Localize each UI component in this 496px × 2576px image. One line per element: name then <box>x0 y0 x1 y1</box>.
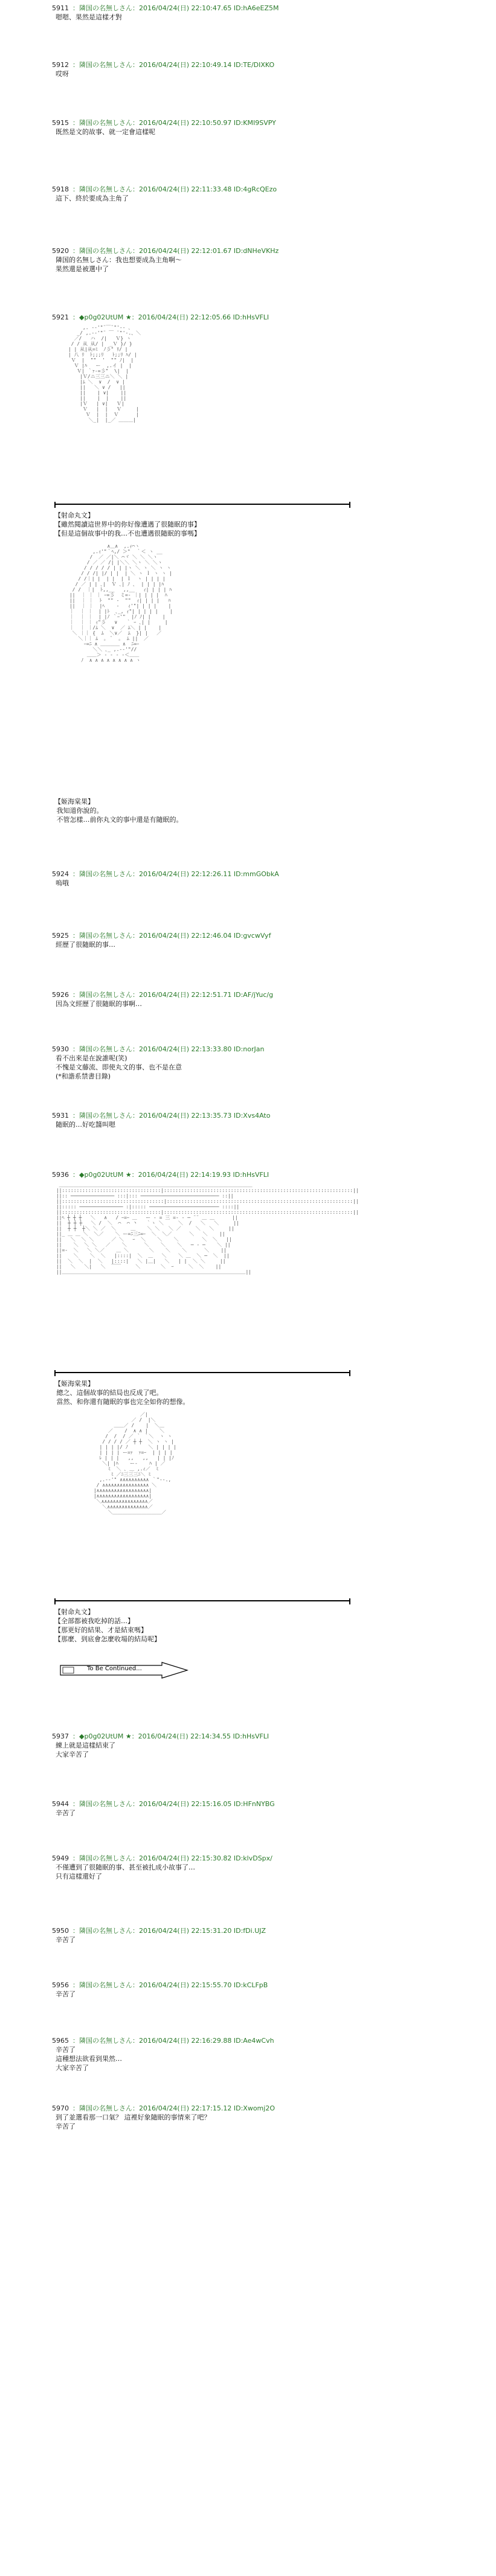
ascii-art-3: ＿＿＿＿＿＿＿＿＿＿＿＿＿＿＿＿＿＿＿＿＿＿＿＿＿＿＿＿＿＿＿＿＿＿＿＿＿＿＿＿ ||::::::::::::::::::::::::::::::::::|:::::::::::::::::::::::::::::::::::::::::::::::::::::::::::::::::|| ||:: ─────────────── :::|::: ─────────────────────────── ::|| ||:::::::::::::::::::::::::::::::::::|::::::::::::::::::::::::::::::::::::::::::::::::::::::::::::::::|| ||::::: ─────────────── :|::::: ──────────────────────── ::::|| ||::::::::::::::::::::::::::::::::::|:::::::::::::::::::::::::::::::::::::::::::::::::::::::::::::::::|| ||ﾍ ┼ ┼ ┼ ＼ ∧ / ｰ=ｰ ＿ ー ‐ = 三 =‐ ‐ ─ ¨¨ ＿ ＿ || || ┼ ┼ ┼ ＼ / ＼ ⌒ ⌒ 丶 ｀ヽ ＼ ＼ / ＼ ＼ || || ┼ ┼ ┼＼ ＼ ／ ＼ ＿ ＼ ＼ ＼ ／ ＼ ＼ || ||_ ＿ ＿ ＼ ＼／ ＼ ー=ﾆ三ﾆ=ｰ ＼ ＼／ ＼ ＼ || || ＼ ＼ ＼ ／ ＼ ｰ ＼ ＼ ＼ ＼ ＼ || || ＼ ＼ ＼ ／ ＼ ＼ ＼ ＼ ─ ‐ ─ ＼ || ||=‐ ＼ ＼ ＼／ ＿ ＼ ＼ ＼ ＼ ＼ || || ＼ ＼ ＼ |::::| ＼ ＿ ＼ ＼ ＿ ＼ ─ ＼ || || ＼ ＼ | ＼ |::::| ＼ |＿| ＼ | | ＼ ＼ || || ＼ ＼| ＼ ￣￣ ＼ ＼ ｰ ＼ ＼ || ||＿＿＿＿＿＿＿＿＿＿＿＿＿＿＿＿＿＿＿＿＿＿＿＿＿＿＿＿＿＿＿＿＿＿＿＿＿＿|| <box>56 1182 359 1275</box>
post-body: 隣国的名無しさん：我也想要成為主角啊～ 果然還是被選中了 <box>56 256 182 273</box>
post-header: ：隣国の名無しさん：2016/04/24(日) 22:15:55.70 ID:kCLFpB <box>72 1981 268 1989</box>
post-header: ：◆p0g02UtUM ★：2016/04/24(日) 22:14:34.55 ID:hHsVFLI <box>72 1732 269 1740</box>
post-body: 既然是文的故事、就一定會這樣呢 <box>56 128 155 136</box>
post-number: 5926 <box>52 991 69 999</box>
post-body: 辛苦了 這種想法欲看到果然… 大家辛苦了 <box>56 2046 122 2072</box>
post-header: ：隣国の名無しさん：2016/04/24(日) 22:15:30.82 ID:klvDSpx/ <box>72 1854 272 1862</box>
post-header: ：隣国の名無しさん：2016/04/24(日) 22:10:50.97 ID:KMI9SVPY <box>72 119 276 127</box>
post-body: 這下、終於要成為主角了 <box>56 194 129 202</box>
post-body: 隨眠的…好吃醬叫嗯 <box>56 1121 115 1129</box>
divider-rule <box>54 504 350 505</box>
post-5915 <box>52 118 475 136</box>
post-header: ：◆p0g02UtUM ★：2016/04/24(日) 22:14:19.93 ID:hHsVFLI <box>72 1171 269 1179</box>
post-header: ：隣国の名無しさん：2016/04/24(日) 22:16:29.88 ID:Ae4wCvh <box>72 2037 274 2045</box>
post-5912 <box>52 60 475 78</box>
post-number: 5915 <box>52 119 69 127</box>
caption-aya-1: 【射命丸文】 【雖然閱讀這世界中的你好像遭遇了很隨眠的事】 【但是這個故事中的我…不也遭遇很隨眠的事嗎】 <box>54 511 201 537</box>
post-number: 5912 <box>52 61 69 69</box>
post-body: 練上就是這樣結束了 大家辛苦了 <box>56 1741 115 1758</box>
post-5926 <box>52 990 475 1008</box>
to-be-continued-label: To Be Continued... <box>87 1665 142 1672</box>
post-header: ：隣国の名無しさん：2016/04/24(日) 22:10:47.65 ID:hA6eEZ5M <box>72 4 279 12</box>
divider-rule <box>54 1372 350 1373</box>
post-body: 到了並選看那一口氣？ 這裡好象隨眠的事情來了吧？ 辛苦了 <box>56 2113 211 2130</box>
divider-rule <box>54 1600 350 1601</box>
post-header: ：隣国の名無しさん：2016/04/24(日) 22:15:16.05 ID:HFnNYBG <box>72 1800 275 1808</box>
post-body: 辛苦了 <box>56 1809 76 1817</box>
post-number: 5930 <box>52 1045 69 1053</box>
post-5944 <box>52 1799 475 1818</box>
post-number: 5924 <box>52 870 69 878</box>
post-5924 <box>52 870 475 888</box>
post-number: 5937 <box>52 1732 69 1740</box>
caption-hatate-2: 【姬海棠果】 總之、這個故事的結局也反成了吧。 當然、和你還有隨眠的事也完全如你的想像。 <box>54 1380 190 1406</box>
to-be-continued-arrow <box>59 1662 180 1677</box>
post-header: ：隣国の名無しさん：2016/04/24(日) 22:12:46.04 ID:gvcwVyf <box>72 932 271 940</box>
post-body: 看不出來是在說誰呢(笑) 不愧是文藤流、即使丸文的事、也不是在意 (*和諧系禁書目錄) <box>56 1054 182 1080</box>
ascii-art-1: ,. -‐'"¨￣¨"'‐- ､ _/ ,.-‐'"¨ ￣ ¨"'‐.、＼ ／/ ハ /| Ｖ} ヽ / / 从 从/ | _Ｖ }/ } | | 从|从=ﾐ ﾉ彡" ﾘ/ | | 八 ﾘ ﾄ;;;ﾘ ﾄ;;ﾘ ﾊ/ | Ｖ | "" ' "" ﾉ| | Ｖ |ﾊ ー ,.イ | | Ｖ| ｀ｧ‐=彡" \| | |Ｖ/ニ三三ニ＼ ＼ | |ﾑ ＼ ∨ / ∨ | || ＼ ∨ / || || | ∨| || || | | || |Ｖ | ∨| Ｖ| Ｖ | | Ｖ | Ｖ | | Ｖ | ＼_| |_／ ＿＿＿| <box>68 325 141 423</box>
post-body: 辛苦了 <box>56 1990 76 1998</box>
post-header: ：隣国の名無しさん：2016/04/24(日) 22:17:15.12 ID:Xwomj2O <box>72 2104 275 2112</box>
post-number: 5931 <box>52 1112 69 1120</box>
ascii-art-2: ∧＿∧ ,.ｨ⌒ヽ ,.ｨ'"｀ﾍ,/ ＞" ｀＜ ヽ __ / ／ ／|＼ ⌒ヾ ＼ ＼ ＼ヽ / ／ ／ /| |＼＼ ＼ヽ ＼ ＼ヽ / / / / / | | |ヽ ＼ ヽ ＼ ヽ ヽ / / /| |/ | | | ＼ ヽ ｌ ヽ ヽ | / /｜| | | | | ｌ ヽ | | | | / ／ | | ､| Ｖ ､| ﾉ ､ | | | |ﾊ / / ｜| ﾄ,,__ ,,__ ｨ| | | | ﾊ || ｜ ｜ ｜ ｰ=彡 ミ=‐ ｜| | | | ﾊ || ｜ ｜ ﾄ "" ‐ "" ｨ| | | | ﾊ || ｜ ｜ |ﾍ ‐ ｨ'"| | | | | ｜ ｜ ｜ | |ﾄ ､_, ｨ"| | | | | | ｜ ｜ ｜ | |ﾉ ｀ｰ'" |ﾉ ﾉ| | | ｜ ｜ ｜ ｨ"彡 ∨ ｀ ｰ ､| | | ｜ ｜ ｜/ﾑ ＼ ∨ ／ ﾑ＼ | | | ＼ ｜｜ { ﾑ ＼∨／ ﾑ }| | ／ ＼｜｜ ﾑ ｡ ﾟ ｡ ﾑ || ／ ｰ=ﾆ ∧ ＿＿＿＿ ∧ ﾆ=ｰ ＼＼ ､_ ,.-‐'"// ＿＿＞ - ‐ ‐ -＜＿＿ ﾉ ∧ ∧ ∧ ∧ ∧ ∧ ∧ ∧ ヽ <box>69 543 173 663</box>
post-body: 哎呀 <box>56 70 69 78</box>
post-5920 <box>52 246 475 274</box>
caption-hatate-1: 【姬海棠果】 我知道你說的。 不管怎樣…前你丸文的事中還是有隨眠的。 <box>54 798 183 824</box>
post-5949 <box>52 1854 475 1881</box>
post-header: ：隣国の名無しさん：2016/04/24(日) 22:11:33.48 ID:4gRcQEzo <box>72 185 277 193</box>
post-header: ：隣国の名無しさん：2016/04/24(日) 22:13:35.73 ID:Xvs4Ato <box>72 1112 271 1120</box>
post-header: ：隣国の名無しさん：2016/04/24(日) 22:12:26.11 ID:mmGObkA <box>72 870 279 878</box>
post-body: 不僅遭到了很隨眠的事、甚至被扎成小故事了… 只有這樣還好了 <box>56 1863 195 1880</box>
post-5931 <box>52 1111 475 1129</box>
post-header: ：隣国の名無しさん：2016/04/24(日) 22:10:49.14 ID:TE/DIXKO <box>72 61 275 69</box>
post-body: 經歷了很隨眠的事… <box>56 941 115 949</box>
post-number: 5949 <box>52 1854 69 1862</box>
post-5950 <box>52 1926 475 1944</box>
ascii-art-4: ／| ／ / |＼ ＿＿／ / | ＼＿ ／ / ∧ ∧ | ＼ / / / ／ ｀ ｀＼ ヽ ヽ / / / / ／ ┼ ┼ ＼ ヽ ヽ | | | | |/ ﾉ ＼ | | | | | | | | ー=ｧ ｧ=ｰ | | | | ﾚ | | | ,, ,, | | |ﾉ ＼| |ﾊ ー‐ ﾊ | ／ ﾐ ＼ ､ ＿ ,.ｨ／ ﾐ ﾐ ／ﾆ三三三ﾆ＼ ﾐ ,.-‐'" ∧∧∧∧∧∧∧∧∧∧ ｀"‐-., / ∧∧∧∧∧∧∧∧∧∧∧∧∧∧∧∧ ＼ |∧∧∧∧∧∧∧∧∧∧∧∧∧∧∧∧∧∧| |∧∧∧∧∧∧∧∧∧∧∧∧∧∧∧∧∧∧| ＼∧∧∧∧∧∧∧∧∧∧∧∧∧∧∧∧／ ＼∧∧∧∧∧∧∧∧∧∧∧∧∧∧／ ＼＿＿＿＿＿＿＿＿＿＿／ <box>93 1412 177 1515</box>
post-header: ：隣国の名無しさん：2016/04/24(日) 22:13:33.80 ID:norJan <box>72 1045 265 1053</box>
post-number: 5965 <box>52 2037 69 2045</box>
post-number: 5950 <box>52 1927 69 1935</box>
post-5970 <box>52 2104 475 2131</box>
post-header: ：隣国の名無しさん：2016/04/24(日) 22:15:31.20 ID:fDi.UJZ <box>72 1927 266 1935</box>
post-5930 <box>52 1045 475 1081</box>
post-header: ：隣国の名無しさん：2016/04/24(日) 22:12:01.67 ID:dNHeVKHz <box>72 247 279 255</box>
post-5937 <box>52 1732 475 1759</box>
post-body: 辛苦了 <box>56 1936 76 1944</box>
post-number: 5936 <box>52 1171 69 1179</box>
post-number: 5956 <box>52 1981 69 1989</box>
post-body: 嗚哦 <box>56 879 69 887</box>
post-5965 <box>52 2036 475 2072</box>
post-number: 5911 <box>52 4 69 12</box>
post-5921 <box>52 313 475 322</box>
post-number: 5970 <box>52 2104 69 2112</box>
post-number: 5925 <box>52 932 69 940</box>
post-5911 <box>52 4 475 22</box>
post-5936 <box>52 1170 475 1179</box>
post-body: 嗯嗯、果然是這樣才對 <box>56 13 122 21</box>
caption-aya-2: 【射命丸文】 【全部都被我吃掉的話…】 【那更好的結果、才是結束嗎】 【那麼、到底會怎麼收場的結局呢】 <box>54 1608 161 1643</box>
post-number: 5920 <box>52 247 69 255</box>
post-5918 <box>52 185 475 203</box>
post-number: 5918 <box>52 185 69 193</box>
post-header: ：隣国の名無しさん：2016/04/24(日) 22:12:51.71 ID:AF/jYuc/g <box>72 991 274 999</box>
post-number: 5921 <box>52 313 69 321</box>
post-number: 5944 <box>52 1800 69 1808</box>
post-header: ：◆p0g02UtUM ★：2016/04/24(日) 22:12:05.66 ID:hHsVFLI <box>72 313 269 321</box>
post-5956 <box>52 1981 475 1999</box>
post-body: 因為文經歷了很隨眠的事啊… <box>56 1000 142 1008</box>
post-5925 <box>52 931 475 949</box>
